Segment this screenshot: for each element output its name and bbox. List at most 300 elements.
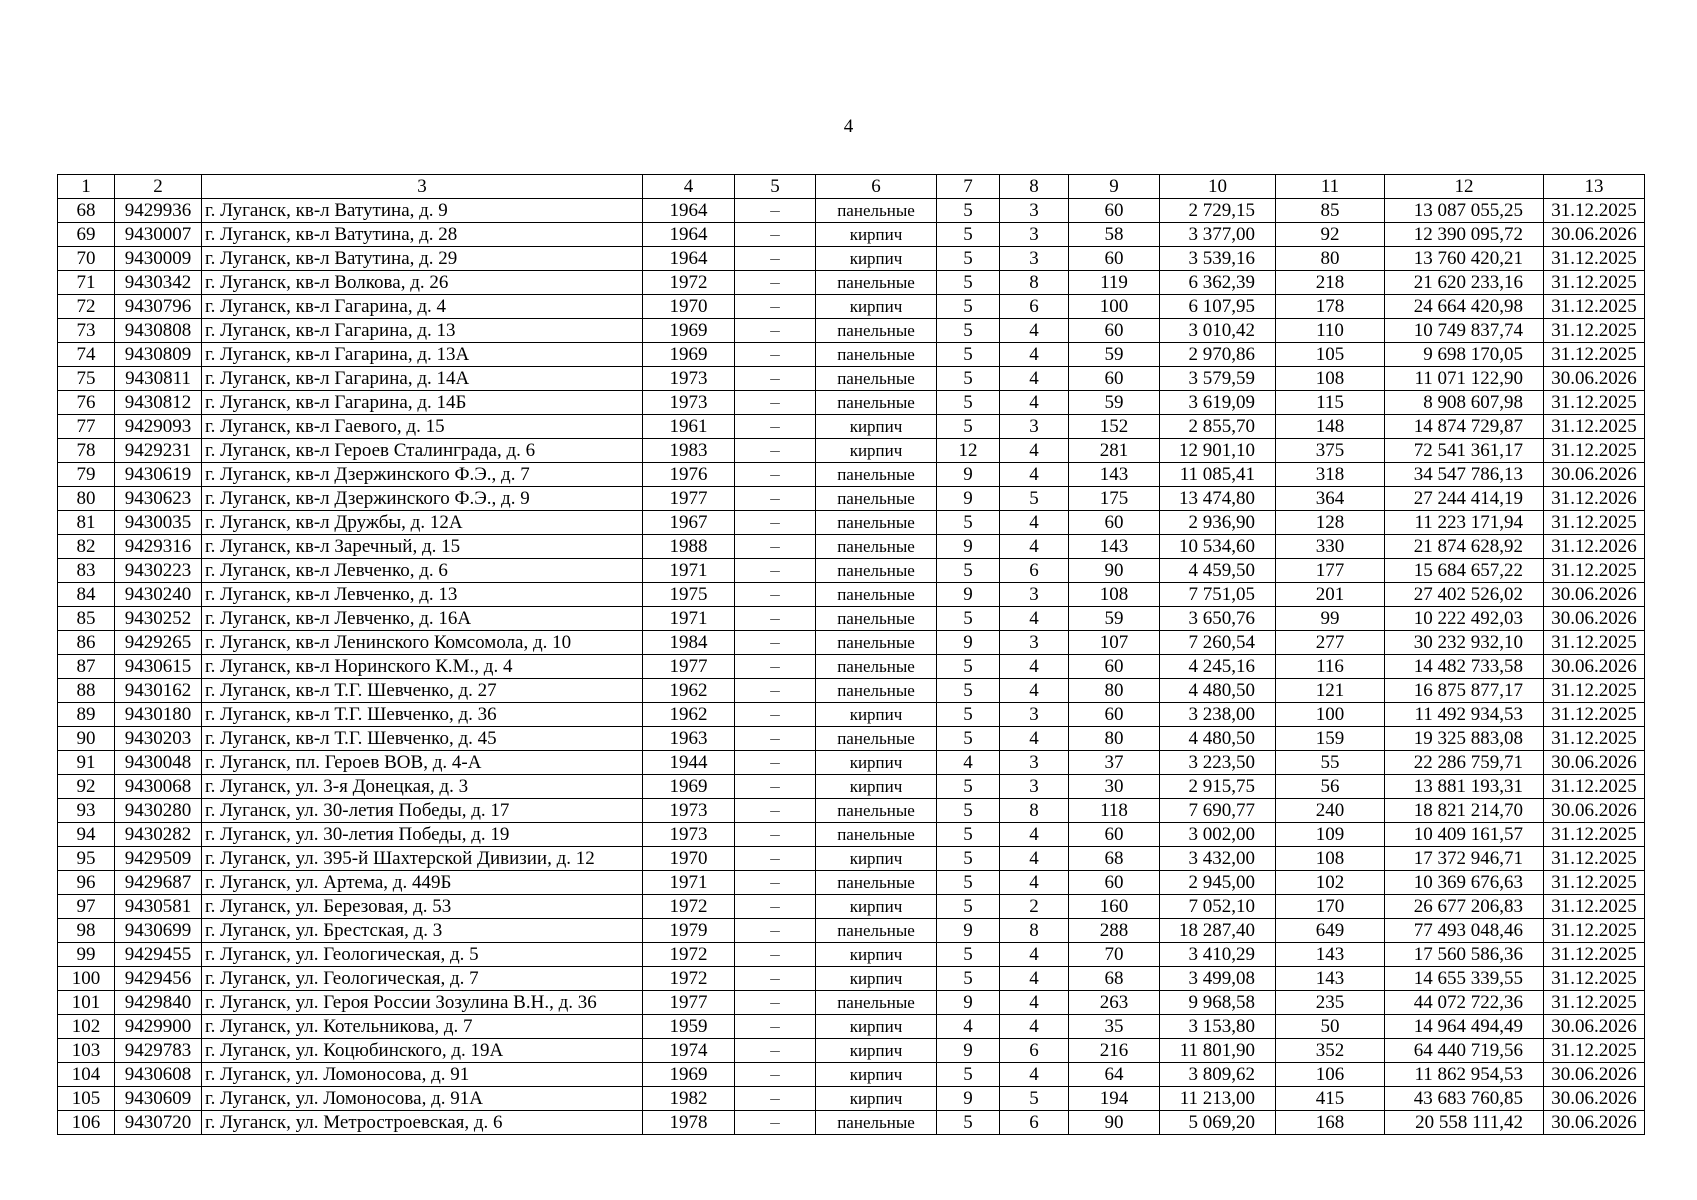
housing-registry-table	[57, 174, 1645, 1135]
cell-apartments: 143	[1069, 535, 1160, 559]
cell-area: 9 968,58	[1160, 991, 1276, 1015]
cell-deadline: 31.12.2025	[1544, 943, 1645, 967]
cell-entrances: 2	[1000, 895, 1069, 919]
cell-area: 3 809,62	[1160, 1063, 1276, 1087]
cell-row-index: 93	[58, 799, 115, 823]
cell-row-index: 103	[58, 1039, 115, 1063]
cell-floors: 9	[937, 583, 1000, 607]
cell-residents: 92	[1276, 223, 1385, 247]
cell-wall-material: панельные	[816, 487, 937, 511]
cell-address: г. Луганск, ул. 395-й Шахтерской Дивизии, д. 12	[202, 847, 643, 871]
cell-address: г. Луганск, кв-л Левченко, д. 13	[202, 583, 643, 607]
cell-address: г. Луганск, кв-л Гагарина, д. 13	[202, 319, 643, 343]
cell-floors: 9	[937, 463, 1000, 487]
cell-row-index: 105	[58, 1087, 115, 1111]
cell-floors: 5	[937, 871, 1000, 895]
cell-entrances: 5	[1000, 1087, 1069, 1111]
cell-col-5-value: –	[735, 199, 816, 223]
cell-col-5-value: –	[735, 1087, 816, 1111]
cell-entrances: 6	[1000, 1039, 1069, 1063]
cell-deadline: 30.06.2026	[1544, 223, 1645, 247]
cell-object-id: 9429265	[115, 631, 202, 655]
cell-wall-material: кирпич	[816, 1063, 937, 1087]
cell-col-5-value: –	[735, 463, 816, 487]
cell-row-index: 80	[58, 487, 115, 511]
table-row	[58, 727, 1645, 751]
cell-entrances: 3	[1000, 583, 1069, 607]
cell-row-index: 88	[58, 679, 115, 703]
cell-apartments: 119	[1069, 271, 1160, 295]
cell-row-index: 102	[58, 1015, 115, 1039]
table-row	[58, 295, 1645, 319]
cell-floors: 5	[937, 391, 1000, 415]
cell-cost: 17 560 586,36	[1385, 943, 1544, 967]
cell-row-index: 70	[58, 247, 115, 271]
cell-build-year: 1969	[643, 319, 735, 343]
cell-build-year: 1964	[643, 247, 735, 271]
cell-build-year: 1973	[643, 367, 735, 391]
cell-cost: 16 875 877,17	[1385, 679, 1544, 703]
cell-area: 3 153,80	[1160, 1015, 1276, 1039]
cell-floors: 5	[937, 415, 1000, 439]
cell-area: 3 238,00	[1160, 703, 1276, 727]
cell-col-5-value: –	[735, 727, 816, 751]
cell-address: г. Луганск, кв-л Ватутина, д. 28	[202, 223, 643, 247]
cell-col-5-value: –	[735, 583, 816, 607]
cell-floors: 5	[937, 607, 1000, 631]
cell-apartments: 60	[1069, 511, 1160, 535]
cell-cost: 11 862 954,53	[1385, 1063, 1544, 1087]
cell-cost: 11 223 171,94	[1385, 511, 1544, 535]
cell-entrances: 4	[1000, 511, 1069, 535]
cell-row-index: 106	[58, 1111, 115, 1135]
cell-apartments: 35	[1069, 1015, 1160, 1039]
cell-build-year: 1963	[643, 727, 735, 751]
table-row	[58, 679, 1645, 703]
cell-apartments: 60	[1069, 703, 1160, 727]
cell-cost: 14 874 729,87	[1385, 415, 1544, 439]
cell-build-year: 1979	[643, 919, 735, 943]
page-number: 4	[843, 116, 854, 137]
cell-row-index: 94	[58, 823, 115, 847]
cell-floors: 5	[937, 343, 1000, 367]
cell-residents: 177	[1276, 559, 1385, 583]
cell-apartments: 100	[1069, 295, 1160, 319]
cell-entrances: 4	[1000, 463, 1069, 487]
cell-col-5-value: –	[735, 631, 816, 655]
cell-cost: 34 547 786,13	[1385, 463, 1544, 487]
cell-col-5-value: –	[735, 535, 816, 559]
column-number-header: 10	[1160, 175, 1276, 199]
cell-address: г. Луганск, кв-л Левченко, д. 6	[202, 559, 643, 583]
cell-entrances: 4	[1000, 1015, 1069, 1039]
cell-apartments: 152	[1069, 415, 1160, 439]
cell-wall-material: панельные	[816, 319, 937, 343]
cell-build-year: 1971	[643, 607, 735, 631]
cell-cost: 27 244 414,19	[1385, 487, 1544, 511]
cell-row-index: 86	[58, 631, 115, 655]
cell-row-index: 74	[58, 343, 115, 367]
cell-address: г. Луганск, кв-л Гагарина, д. 14Б	[202, 391, 643, 415]
cell-deadline: 30.06.2026	[1544, 1063, 1645, 1087]
cell-col-5-value: –	[735, 943, 816, 967]
cell-floors: 5	[937, 895, 1000, 919]
cell-residents: 240	[1276, 799, 1385, 823]
table-row	[58, 823, 1645, 847]
cell-entrances: 4	[1000, 943, 1069, 967]
cell-col-5-value: –	[735, 967, 816, 991]
cell-residents: 235	[1276, 991, 1385, 1015]
cell-deadline: 31.12.2025	[1544, 295, 1645, 319]
cell-residents: 277	[1276, 631, 1385, 655]
cell-build-year: 1972	[643, 943, 735, 967]
cell-deadline: 31.12.2025	[1544, 439, 1645, 463]
cell-deadline: 31.12.2025	[1544, 919, 1645, 943]
cell-entrances: 6	[1000, 559, 1069, 583]
cell-row-index: 90	[58, 727, 115, 751]
cell-entrances: 5	[1000, 487, 1069, 511]
cell-object-id: 9430252	[115, 607, 202, 631]
cell-col-5-value: –	[735, 415, 816, 439]
cell-wall-material: панельные	[816, 823, 937, 847]
cell-build-year: 1978	[643, 1111, 735, 1135]
cell-deadline: 30.06.2026	[1544, 367, 1645, 391]
cell-residents: 201	[1276, 583, 1385, 607]
table-row	[58, 607, 1645, 631]
cell-apartments: 175	[1069, 487, 1160, 511]
cell-wall-material: панельные	[816, 655, 937, 679]
cell-area: 6 107,95	[1160, 295, 1276, 319]
cell-apartments: 60	[1069, 871, 1160, 895]
cell-entrances: 4	[1000, 391, 1069, 415]
cell-address: г. Луганск, кв-л Героев Сталинграда, д. 6	[202, 439, 643, 463]
cell-entrances: 4	[1000, 679, 1069, 703]
cell-floors: 9	[937, 535, 1000, 559]
cell-build-year: 1964	[643, 223, 735, 247]
cell-object-id: 9429687	[115, 871, 202, 895]
cell-cost: 13 087 055,25	[1385, 199, 1544, 223]
table-body	[58, 199, 1645, 1135]
cell-deadline: 31.12.2025	[1544, 415, 1645, 439]
cell-object-id: 9430809	[115, 343, 202, 367]
cell-object-id: 9430608	[115, 1063, 202, 1087]
cell-row-index: 96	[58, 871, 115, 895]
cell-entrances: 3	[1000, 415, 1069, 439]
cell-apartments: 70	[1069, 943, 1160, 967]
cell-entrances: 4	[1000, 439, 1069, 463]
cell-apartments: 108	[1069, 583, 1160, 607]
cell-object-id: 9430699	[115, 919, 202, 943]
cell-object-id: 9430619	[115, 463, 202, 487]
cell-residents: 159	[1276, 727, 1385, 751]
cell-row-index: 76	[58, 391, 115, 415]
cell-entrances: 4	[1000, 343, 1069, 367]
cell-col-5-value: –	[735, 751, 816, 775]
cell-residents: 178	[1276, 295, 1385, 319]
cell-deadline: 31.12.2025	[1544, 871, 1645, 895]
cell-cost: 13 881 193,31	[1385, 775, 1544, 799]
cell-area: 7 052,10	[1160, 895, 1276, 919]
table-row	[58, 271, 1645, 295]
cell-apartments: 59	[1069, 391, 1160, 415]
cell-address: г. Луганск, кв-л Дзержинского Ф.Э., д. 7	[202, 463, 643, 487]
cell-address: г. Луганск, кв-л Ватутина, д. 9	[202, 199, 643, 223]
cell-row-index: 97	[58, 895, 115, 919]
cell-build-year: 1962	[643, 703, 735, 727]
cell-entrances: 8	[1000, 919, 1069, 943]
cell-floors: 5	[937, 247, 1000, 271]
cell-area: 2 970,86	[1160, 343, 1276, 367]
cell-apartments: 68	[1069, 967, 1160, 991]
cell-area: 4 459,50	[1160, 559, 1276, 583]
cell-residents: 85	[1276, 199, 1385, 223]
cell-wall-material: кирпич	[816, 415, 937, 439]
cell-deadline: 31.12.2025	[1544, 319, 1645, 343]
cell-cost: 15 684 657,22	[1385, 559, 1544, 583]
cell-col-5-value: –	[735, 895, 816, 919]
cell-apartments: 60	[1069, 823, 1160, 847]
cell-wall-material: панельные	[816, 535, 937, 559]
cell-residents: 128	[1276, 511, 1385, 535]
cell-cost: 30 232 932,10	[1385, 631, 1544, 655]
cell-address: г. Луганск, ул. Метростроевская, д. 6	[202, 1111, 643, 1135]
cell-col-5-value: –	[735, 559, 816, 583]
cell-residents: 105	[1276, 343, 1385, 367]
cell-wall-material: панельные	[816, 799, 937, 823]
cell-wall-material: кирпич	[816, 895, 937, 919]
cell-cost: 10 369 676,63	[1385, 871, 1544, 895]
cell-apartments: 60	[1069, 199, 1160, 223]
cell-object-id: 9430342	[115, 271, 202, 295]
cell-row-index: 72	[58, 295, 115, 319]
cell-residents: 148	[1276, 415, 1385, 439]
cell-area: 2 945,00	[1160, 871, 1276, 895]
cell-residents: 108	[1276, 847, 1385, 871]
cell-object-id: 9429900	[115, 1015, 202, 1039]
column-number-header: 13	[1544, 175, 1645, 199]
cell-cost: 64 440 719,56	[1385, 1039, 1544, 1063]
cell-entrances: 4	[1000, 967, 1069, 991]
cell-apartments: 90	[1069, 559, 1160, 583]
cell-object-id: 9430048	[115, 751, 202, 775]
cell-area: 3 223,50	[1160, 751, 1276, 775]
cell-build-year: 1970	[643, 847, 735, 871]
cell-build-year: 1982	[643, 1087, 735, 1111]
cell-address: г. Луганск, ул. 30-летия Победы, д. 17	[202, 799, 643, 823]
cell-deadline: 30.06.2026	[1544, 799, 1645, 823]
cell-object-id: 9430609	[115, 1087, 202, 1111]
cell-residents: 100	[1276, 703, 1385, 727]
cell-address: г. Луганск, ул. Геологическая, д. 7	[202, 967, 643, 991]
cell-col-5-value: –	[735, 679, 816, 703]
cell-cost: 21 874 628,92	[1385, 535, 1544, 559]
cell-address: г. Луганск, ул. Брестская, д. 3	[202, 919, 643, 943]
cell-wall-material: панельные	[816, 991, 937, 1015]
cell-floors: 9	[937, 919, 1000, 943]
cell-apartments: 118	[1069, 799, 1160, 823]
cell-area: 4 480,50	[1160, 679, 1276, 703]
cell-area: 11 801,90	[1160, 1039, 1276, 1063]
cell-address: г. Луганск, кв-л Заречный, д. 15	[202, 535, 643, 559]
table-row	[58, 871, 1645, 895]
cell-cost: 11 071 122,90	[1385, 367, 1544, 391]
cell-row-index: 73	[58, 319, 115, 343]
cell-floors: 4	[937, 751, 1000, 775]
cell-address: г. Луганск, кв-л Норинского К.М., д. 4	[202, 655, 643, 679]
cell-cost: 9 698 170,05	[1385, 343, 1544, 367]
table-row	[58, 847, 1645, 871]
cell-col-5-value: –	[735, 991, 816, 1015]
cell-apartments: 143	[1069, 463, 1160, 487]
cell-cost: 43 683 760,85	[1385, 1087, 1544, 1111]
cell-residents: 116	[1276, 655, 1385, 679]
table-row	[58, 391, 1645, 415]
cell-floors: 5	[937, 847, 1000, 871]
cell-col-5-value: –	[735, 223, 816, 247]
cell-residents: 106	[1276, 1063, 1385, 1087]
table-row	[58, 943, 1645, 967]
cell-build-year: 1983	[643, 439, 735, 463]
cell-apartments: 60	[1069, 655, 1160, 679]
cell-deadline: 31.12.2025	[1544, 199, 1645, 223]
cell-cost: 24 664 420,98	[1385, 295, 1544, 319]
cell-cost: 11 492 934,53	[1385, 703, 1544, 727]
cell-apartments: 59	[1069, 343, 1160, 367]
cell-address: г. Луганск, кв-л Т.Г. Шевченко, д. 27	[202, 679, 643, 703]
cell-build-year: 1969	[643, 1063, 735, 1087]
cell-row-index: 104	[58, 1063, 115, 1087]
cell-row-index: 75	[58, 367, 115, 391]
cell-deadline: 31.12.2025	[1544, 511, 1645, 535]
cell-build-year: 1967	[643, 511, 735, 535]
cell-entrances: 3	[1000, 223, 1069, 247]
cell-cost: 18 821 214,70	[1385, 799, 1544, 823]
cell-apartments: 59	[1069, 607, 1160, 631]
cell-area: 5 069,20	[1160, 1111, 1276, 1135]
cell-wall-material: панельные	[816, 199, 937, 223]
cell-entrances: 4	[1000, 871, 1069, 895]
cell-col-5-value: –	[735, 343, 816, 367]
cell-floors: 5	[937, 271, 1000, 295]
cell-deadline: 30.06.2026	[1544, 1087, 1645, 1111]
table-row	[58, 247, 1645, 271]
cell-entrances: 8	[1000, 271, 1069, 295]
cell-address: г. Луганск, ул. Артема, д. 449Б	[202, 871, 643, 895]
cell-address: г. Луганск, кв-л Т.Г. Шевченко, д. 36	[202, 703, 643, 727]
cell-col-5-value: –	[735, 799, 816, 823]
cell-object-id: 9430009	[115, 247, 202, 271]
cell-build-year: 1959	[643, 1015, 735, 1039]
cell-residents: 56	[1276, 775, 1385, 799]
cell-build-year: 1976	[643, 463, 735, 487]
cell-cost: 22 286 759,71	[1385, 751, 1544, 775]
table-row	[58, 655, 1645, 679]
cell-apartments: 263	[1069, 991, 1160, 1015]
cell-col-5-value: –	[735, 775, 816, 799]
column-number-header: 9	[1069, 175, 1160, 199]
cell-wall-material: панельные	[816, 559, 937, 583]
cell-deadline: 30.06.2026	[1544, 607, 1645, 631]
cell-object-id: 9430068	[115, 775, 202, 799]
cell-entrances: 3	[1000, 247, 1069, 271]
table-row	[58, 1015, 1645, 1039]
cell-apartments: 194	[1069, 1087, 1160, 1111]
cell-object-id: 9430280	[115, 799, 202, 823]
cell-col-5-value: –	[735, 511, 816, 535]
table-row	[58, 991, 1645, 1015]
cell-col-5-value: –	[735, 271, 816, 295]
cell-address: г. Луганск, ул. Котельникова, д. 7	[202, 1015, 643, 1039]
cell-row-index: 85	[58, 607, 115, 631]
cell-deadline: 31.12.2025	[1544, 727, 1645, 751]
column-number-header: 5	[735, 175, 816, 199]
table-row	[58, 439, 1645, 463]
cell-apartments: 281	[1069, 439, 1160, 463]
cell-entrances: 4	[1000, 991, 1069, 1015]
table-row	[58, 1039, 1645, 1063]
cell-address: г. Луганск, ул. 30-летия Победы, д. 19	[202, 823, 643, 847]
cell-build-year: 1972	[643, 271, 735, 295]
cell-build-year: 1972	[643, 895, 735, 919]
cell-entrances: 4	[1000, 1063, 1069, 1087]
table-row	[58, 199, 1645, 223]
cell-build-year: 1973	[643, 799, 735, 823]
cell-deadline: 30.06.2026	[1544, 751, 1645, 775]
cell-row-index: 83	[58, 559, 115, 583]
cell-row-index: 79	[58, 463, 115, 487]
table-row	[58, 1063, 1645, 1087]
table-row	[58, 583, 1645, 607]
cell-floors: 5	[937, 775, 1000, 799]
cell-build-year: 1973	[643, 391, 735, 415]
cell-build-year: 1971	[643, 871, 735, 895]
cell-residents: 143	[1276, 967, 1385, 991]
cell-area: 4 245,16	[1160, 655, 1276, 679]
cell-deadline: 31.12.2025	[1544, 391, 1645, 415]
cell-wall-material: панельные	[816, 463, 937, 487]
cell-apartments: 107	[1069, 631, 1160, 655]
cell-floors: 12	[937, 439, 1000, 463]
cell-address: г. Луганск, кв-л Гаевого, д. 15	[202, 415, 643, 439]
cell-floors: 5	[937, 319, 1000, 343]
table-row	[58, 319, 1645, 343]
cell-wall-material: кирпич	[816, 943, 937, 967]
cell-floors: 5	[937, 1063, 1000, 1087]
table-row	[58, 775, 1645, 799]
cell-object-id: 9429456	[115, 967, 202, 991]
cell-build-year: 1988	[643, 535, 735, 559]
cell-object-id: 9429840	[115, 991, 202, 1015]
cell-floors: 9	[937, 487, 1000, 511]
cell-area: 4 480,50	[1160, 727, 1276, 751]
cell-address: г. Луганск, кв-л Дружбы, д. 12А	[202, 511, 643, 535]
table-row	[58, 631, 1645, 655]
cell-cost: 77 493 048,46	[1385, 919, 1544, 943]
cell-floors: 5	[937, 703, 1000, 727]
column-number-header: 3	[202, 175, 643, 199]
cell-wall-material: кирпич	[816, 751, 937, 775]
cell-object-id: 9430581	[115, 895, 202, 919]
cell-col-5-value: –	[735, 703, 816, 727]
cell-object-id: 9429509	[115, 847, 202, 871]
cell-entrances: 6	[1000, 295, 1069, 319]
cell-col-5-value: –	[735, 1111, 816, 1135]
cell-residents: 330	[1276, 535, 1385, 559]
cell-residents: 352	[1276, 1039, 1385, 1063]
cell-entrances: 4	[1000, 823, 1069, 847]
cell-area: 3 432,00	[1160, 847, 1276, 871]
cell-col-5-value: –	[735, 487, 816, 511]
